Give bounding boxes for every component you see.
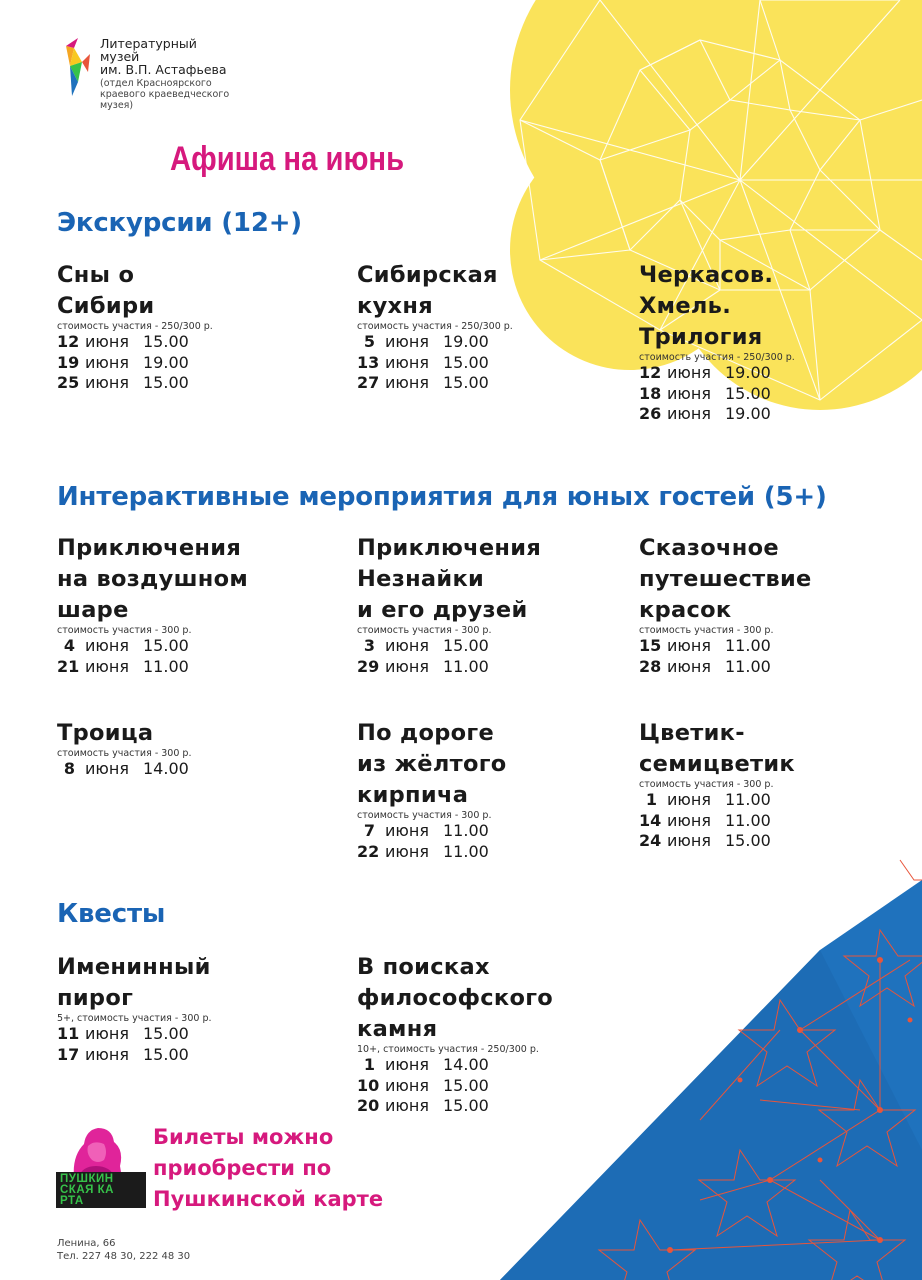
event-date-row [639,657,812,678]
event-time: 15.00 [443,352,489,372]
event-day: 14 [639,810,662,830]
event-day: 26 [639,404,662,423]
event-month: июня [667,383,711,403]
tickets-line: Пушкинской карте [153,1187,384,1211]
event-month: июня [385,636,429,655]
event-time: 15.00 [443,373,489,392]
pushkin-portrait-icon [64,1126,128,1178]
event-date-row [357,636,541,657]
pushkin-card-label-box [56,1172,146,1208]
event-title-line: Приключения [357,535,542,561]
event-date-row [357,373,513,394]
event-block [57,533,248,677]
event-month: июня [667,831,711,850]
event-date-row [57,657,248,678]
event-time: 11.00 [725,636,771,655]
event-title-line: Сказочное [639,535,779,561]
event-date-row [357,353,513,374]
event-time: 19.00 [725,363,771,382]
event-time: 15.00 [725,831,771,850]
event-date-row [639,790,795,811]
event-day: 29 [357,656,380,676]
event-time: 11.00 [725,810,771,830]
event-time: 15.00 [143,1024,189,1043]
event-title [639,718,795,780]
event-date-row [639,363,795,384]
event-cost: стоимость участия - 300 р. [357,625,492,636]
event-day: 27 [357,373,380,392]
event-date-row [357,1055,553,1076]
event-day: 12 [639,363,662,382]
event-title [357,533,541,626]
event-block [57,952,212,1065]
event-title [639,260,795,353]
event-month: июня [85,759,129,778]
pushkin-card-label: ПУШКИНСКАЯ КАРТА [60,1173,114,1207]
logo-line: им. В.П. Астафьева [100,62,227,77]
event-date-row [639,636,812,657]
event-title-line: семицветик [639,751,796,777]
event-block [357,533,541,677]
event-cost: стоимость участия - 250/300 р. [357,321,513,332]
event-month: июня [667,404,711,423]
logo-line: музей [100,49,140,64]
event-month: июня [85,636,129,655]
footer-address: Ленина, 66 [57,1238,116,1249]
event-date-row [357,657,541,678]
event-time: 11.00 [443,841,489,861]
event-day: 13 [357,352,380,372]
event-block [357,718,507,862]
event-date-row [57,759,191,780]
event-time: 15.00 [143,636,189,655]
event-date-row [357,332,513,353]
event-day: 4 [63,636,75,655]
event-day: 3 [363,636,375,655]
pushkin-card-logo [56,1126,148,1210]
event-date-row [57,353,213,374]
logo-subline: краевого краеведческого [100,89,230,100]
event-month: июня [85,656,129,676]
event-month: июня [85,373,129,392]
event-date-row [57,373,213,394]
event-block [639,718,795,852]
event-day: 5 [363,332,375,351]
event-title-line: По дороге [357,720,495,746]
event-day: 7 [363,821,375,840]
event-date-row [57,332,213,353]
event-month: июня [385,841,429,861]
event-block [57,260,213,394]
event-title-line: на воздушном [57,566,249,592]
event-title-line: философского [357,985,554,1011]
event-time: 15.00 [143,332,189,351]
event-cost: 10+, стоимость участия - 250/300 р. [357,1044,539,1055]
event-date-row [57,636,248,657]
footer-contacts [57,1237,190,1263]
event-cost: стоимость участия - 300 р. [357,810,492,821]
event-cost: 5+, стоимость участия - 300 р. [57,1013,212,1024]
event-month: июня [667,363,711,382]
event-title [357,952,553,1045]
event-title-line: шаре [57,597,129,623]
event-title-line: Сны о [57,262,135,288]
event-time: 15.00 [443,1075,489,1095]
event-day: 17 [57,1044,80,1064]
event-time: 14.00 [443,1055,489,1074]
event-time: 15.00 [143,373,189,392]
event-cost: стоимость участия - 300 р. [57,748,192,759]
event-title-line: Сибирская [357,262,498,288]
event-title-line: Трилогия [639,324,763,350]
event-title [639,533,812,626]
event-month: июня [667,790,711,809]
event-time: 19.00 [725,404,771,423]
event-block [357,952,553,1117]
event-title [57,952,212,1014]
event-day: 24 [639,831,662,850]
event-date-row [357,821,507,842]
event-day: 11 [57,1024,80,1043]
event-month: июня [667,636,711,655]
event-title-line: Черкасов. [639,262,774,288]
event-date-row [639,384,795,405]
event-time: 11.00 [725,790,771,809]
event-month: июня [667,656,711,676]
event-title-line: и его друзей [357,597,528,623]
event-title-line: кирпича [357,782,469,808]
event-title [57,533,248,626]
event-date-row [57,1024,212,1045]
tickets-note [153,1122,383,1215]
event-day: 28 [639,656,662,676]
event-title-line: пирог [57,985,134,1011]
event-cost: стоимость участия - 250/300 р. [57,321,213,332]
tickets-line: Билеты можно [153,1125,334,1149]
event-date-row [639,404,795,425]
event-date-row [357,842,507,863]
event-time: 11.00 [443,656,489,676]
event-day: 25 [57,373,80,392]
logo-subline: (отдел Красноярского [100,78,212,89]
event-day: 8 [63,759,75,778]
event-month: июня [385,821,429,840]
event-title-line: Хмель. [639,293,732,319]
event-month: июня [667,810,711,830]
event-block [639,533,812,677]
event-day: 10 [357,1075,380,1095]
event-month: июня [85,1024,129,1043]
event-title-line: камня [357,1016,438,1042]
event-date-row [57,1045,212,1066]
museum-logo [60,36,260,116]
event-time: 11.00 [443,821,489,840]
event-time: 15.00 [143,1044,189,1064]
event-cost: стоимость участия - 300 р. [639,779,774,790]
event-title-line: В поисках [357,954,490,980]
event-title [357,718,507,811]
event-date-row [357,1096,553,1117]
event-title-line: Незнайки [357,566,485,592]
event-time: 19.00 [443,332,489,351]
event-cost: стоимость участия - 300 р. [57,625,192,636]
event-cost: стоимость участия - 250/300 р. [639,352,795,363]
event-date-row [357,1076,553,1097]
event-block [357,260,513,394]
event-title [57,718,191,749]
event-title-line: Приключения [57,535,242,561]
event-month: июня [85,352,129,372]
logo-subline: музея) [100,100,134,111]
event-title-line: красок [639,597,732,623]
event-block [57,718,191,780]
origami-bird-icon [60,36,96,100]
tickets-line: приобрести по [153,1156,332,1180]
event-title-line: Сибири [57,293,155,319]
event-month: июня [385,1096,429,1115]
event-month: июня [385,1055,429,1074]
event-day: 20 [357,1096,380,1115]
section-title-quests: Квесты [57,899,166,929]
event-day: 1 [645,790,657,809]
event-title-line: Цветик- [639,720,745,746]
event-day: 12 [57,332,80,351]
event-day: 15 [639,636,662,655]
logo-line: Литературный [100,36,197,51]
event-day: 1 [363,1055,375,1074]
event-time: 15.00 [443,636,489,655]
event-time: 14.00 [143,759,189,778]
event-time: 15.00 [725,383,771,403]
poster-title: Афиша на июнь [170,140,405,178]
event-title-line: путешествие [639,566,812,592]
event-title-line: Именинный [57,954,211,980]
event-title-line: из жёлтого [357,751,507,777]
event-title [57,260,213,322]
event-time: 11.00 [143,656,189,676]
event-day: 18 [639,383,662,403]
event-month: июня [385,656,429,676]
event-block [639,260,795,425]
event-time: 15.00 [443,1096,489,1115]
event-date-row [639,811,795,832]
event-time: 19.00 [143,352,189,372]
footer-phone: Тел. 227 48 30, 222 48 30 [57,1251,191,1262]
event-day: 19 [57,352,80,372]
event-title [357,260,513,322]
section-title-excursions: Экскурсии (12+) [57,208,302,238]
event-day: 22 [357,841,380,861]
event-month: июня [85,332,129,351]
event-month: июня [385,332,429,351]
event-day: 21 [57,656,80,676]
event-title-line: Троица [57,720,154,746]
event-month: июня [385,1075,429,1095]
event-month: июня [385,352,429,372]
event-title-line: кухня [357,293,433,319]
event-cost: стоимость участия - 300 р. [639,625,774,636]
event-month: июня [85,1044,129,1064]
event-time: 11.00 [725,656,771,676]
event-month: июня [385,373,429,392]
section-title-interactive: Интерактивные мероприятия для юных гостей (5+) [57,482,827,512]
event-date-row [639,831,795,852]
